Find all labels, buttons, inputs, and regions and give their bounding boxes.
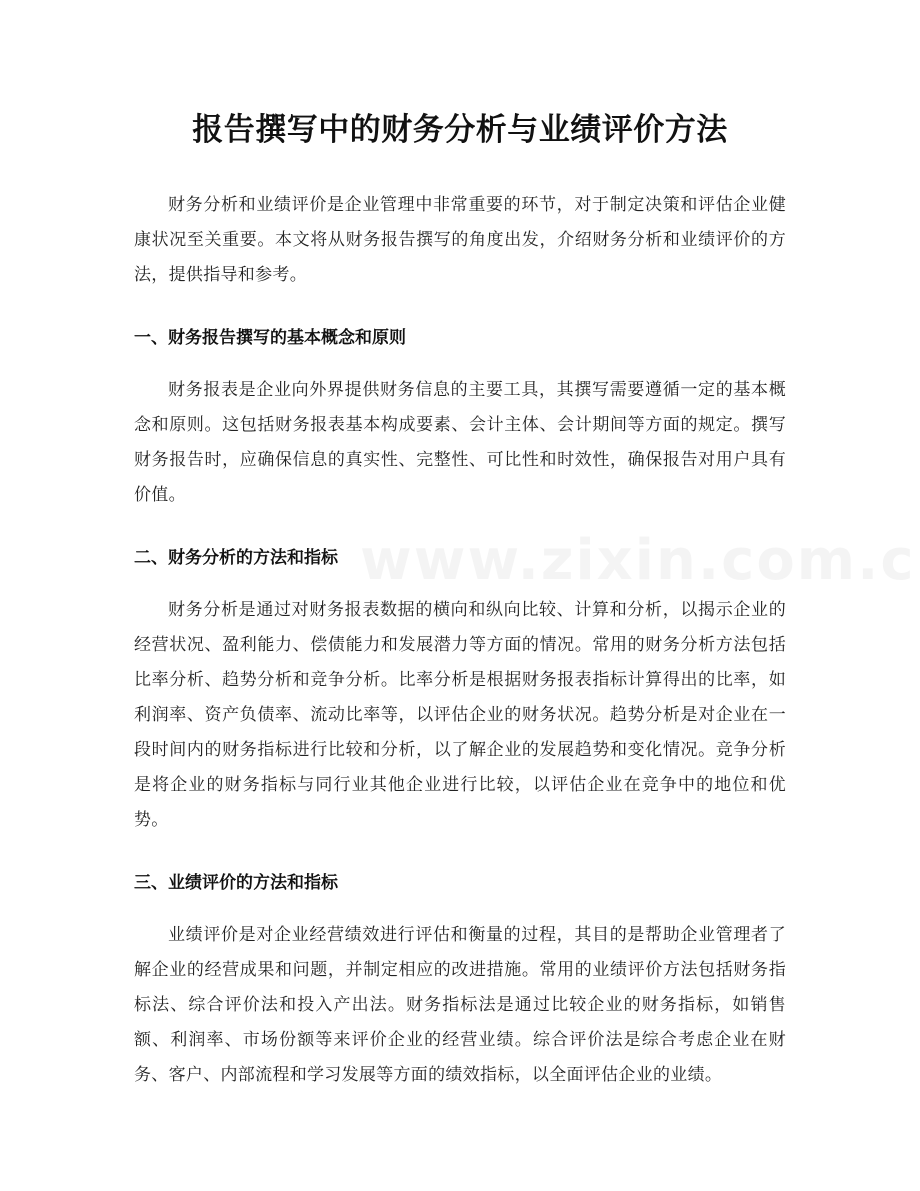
intro-paragraph: 财务分析和业绩评价是企业管理中非常重要的环节，对于制定决策和评估企业健康状况至关重要。本文将从财务报告撰写的角度出发，介绍财务分析和业绩评价的方法，提供指导和参考。 (134, 195, 786, 285)
section-body-3: 业绩评价是对企业经营绩效进行评估和衡量的过程，其目的是帮助企业管理者了解企业的经营成果和问题，并制定相应的改进措施。常用的业绩评价方法包括财务指标法、综合评价法和投入产出法。财务指标法是通过比较企业的财务指标，如销售额、利润率、市场份额等来评价企业的经营业绩。综合评价法是综合考虑企业在财务、客户、内部流程和学习发展等方面的绩效指标，以全面评估企业的业绩。 (134, 925, 786, 1085)
section-heading-1: 一、财务报告撰写的基本概念和原则 (134, 328, 406, 348)
section-heading-2: 二、财务分析的方法和指标 (134, 548, 338, 568)
section-body-1: 财务报表是企业向外界提供财务信息的主要工具，其撰写需要遵循一定的基本概念和原则。这包括财务报表基本构成要素、会计主体、会计期间等方面的规定。撰写财务报告时，应确保信息的真实性、完整性、可比性和时效性，确保报告对用户具有价值。 (134, 380, 786, 505)
section-heading-3: 三、业绩评价的方法和指标 (134, 873, 338, 893)
section-body-2: 财务分析是通过对财务报表数据的横向和纵向比较、计算和分析，以揭示企业的经营状况、盈利能力、偿债能力和发展潜力等方面的情况。常用的财务分析方法包括比率分析、趋势分析和竞争分析。比率分析是根据财务报表指标计算得出的比率，如利润率、资产负债率、流动比率等，以评估企业的财务状况。趋势分析是对企业在一段时间内的财务指标进行比较和分析，以了解企业的发展趋势和变化情况。竞争分析是将企业的财务指标与同行业其他企业进行比较，以评估企业在竞争中的地位和优势。 (134, 600, 786, 830)
document-title: 报告撰写中的财务分析与业绩评价方法 (192, 112, 728, 148)
